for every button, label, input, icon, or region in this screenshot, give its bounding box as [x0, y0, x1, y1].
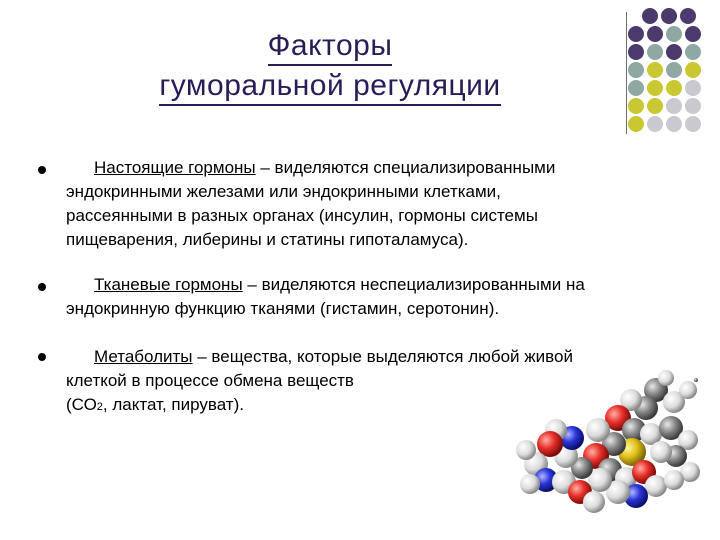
molecule-illustration	[506, 360, 706, 520]
decor-dot	[685, 80, 701, 96]
list-item	[66, 156, 686, 252]
item-text: – вещества, которые выделяются любой живой	[192, 347, 573, 366]
list-item	[66, 273, 686, 321]
term-real-hormones: Настоящие гормоны	[94, 158, 256, 177]
decor-dot	[680, 8, 696, 24]
atom	[586, 418, 610, 442]
decor-dot	[685, 116, 701, 132]
title-line-1: Факторы	[268, 28, 393, 66]
atom	[645, 475, 667, 497]
item-text: эндокринную функцию тканями (гистамин, серотонин).	[66, 299, 500, 318]
decor-dot	[666, 62, 682, 78]
item-text: – виделяются специализированными	[255, 158, 556, 177]
decor-dot	[666, 26, 682, 42]
atom	[679, 381, 697, 399]
atom	[694, 378, 698, 382]
decor-dot	[666, 80, 682, 96]
decor-dot	[666, 44, 682, 60]
decorative-divider	[626, 12, 627, 134]
decor-dot	[628, 62, 644, 78]
atom	[664, 470, 684, 490]
page-title	[90, 26, 570, 106]
decor-dot	[628, 80, 644, 96]
item-text: – виделяются неспециализированными на	[242, 275, 585, 294]
decor-dot	[628, 44, 644, 60]
decor-dot	[647, 62, 663, 78]
title-line-2: гуморальной регуляции	[159, 68, 500, 106]
decor-dot	[628, 116, 644, 132]
bullet-marker	[38, 283, 46, 291]
decor-dot	[647, 44, 663, 60]
item-text: рассеянными в разных органах (инсулин, гормоны системы	[66, 206, 538, 225]
item-text: (СО2, лактат, пируват).	[66, 395, 244, 414]
atom	[583, 491, 605, 513]
term-tissue-hormones: Тканевые гормоны	[94, 275, 243, 294]
decor-dot	[685, 44, 701, 60]
decor-dot	[647, 116, 663, 132]
item-text: эндокринными железами или эндокринными клетками,	[66, 182, 501, 201]
decor-dot	[685, 26, 701, 42]
decor-dot	[628, 98, 644, 114]
decor-dot	[666, 116, 682, 132]
decor-dot	[647, 26, 663, 42]
term-metabolites: Метаболиты	[94, 347, 193, 366]
decor-dot	[685, 98, 701, 114]
decor-dot	[642, 8, 658, 24]
decor-dot	[666, 98, 682, 114]
atom	[516, 440, 536, 460]
bullet-marker	[38, 353, 46, 361]
decor-dot	[685, 62, 701, 78]
decor-dot	[661, 8, 677, 24]
decor-dot	[628, 26, 644, 42]
item-text: пищеварения, либерины и статины гипоталамуса).	[66, 230, 469, 249]
bullet-marker	[38, 166, 46, 174]
decor-dot	[647, 80, 663, 96]
atom	[658, 370, 674, 386]
item-text: клеткой в процессе обмена веществ	[66, 371, 354, 390]
decor-dot	[647, 98, 663, 114]
atom	[650, 441, 672, 463]
atom	[520, 474, 540, 494]
